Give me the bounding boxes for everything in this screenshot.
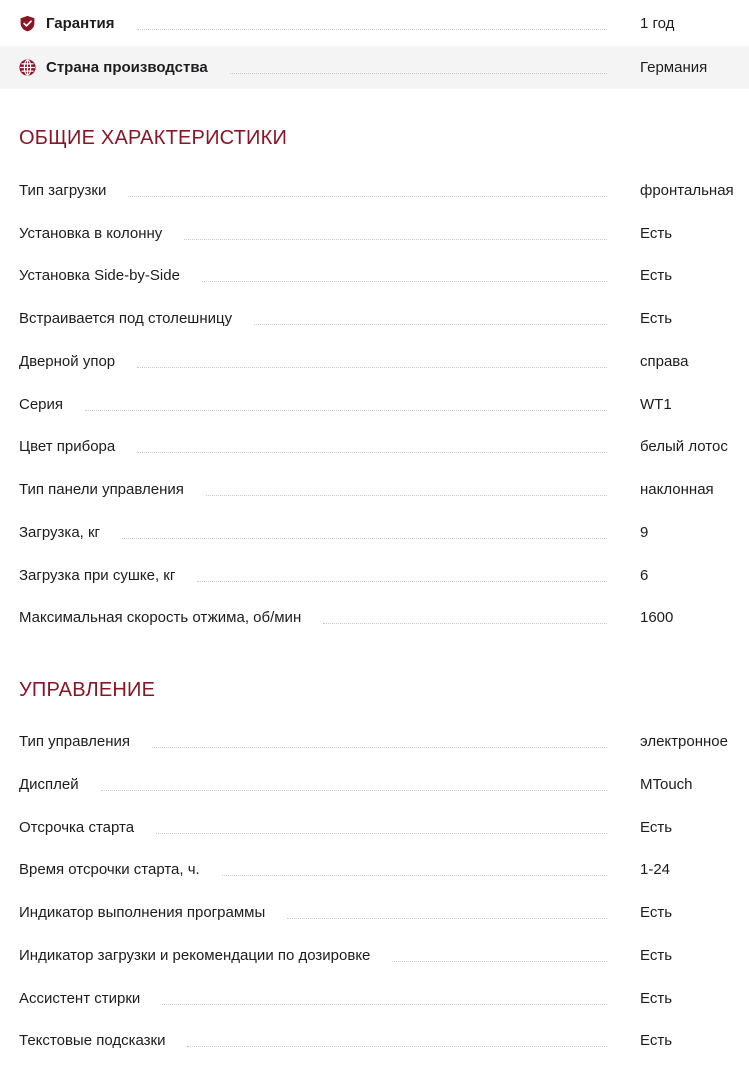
spec-row (0, 720, 749, 763)
spec-row (0, 934, 749, 977)
spec-value: Есть (640, 947, 673, 964)
spec-label: Установка Side-by-Side (19, 267, 180, 284)
spec-label: Отсрочка старта (19, 819, 135, 836)
spec-value: 6 (640, 567, 649, 584)
leader-dots (137, 367, 607, 368)
spec-label: Текстовые подсказки (19, 1032, 166, 1049)
spec-label: Установка в колонну (19, 225, 163, 242)
spec-row (0, 297, 749, 340)
spec-label: Максимальная скорость отжима, об/мин (19, 609, 302, 626)
spec-row-country (0, 46, 749, 89)
section-title-control: УПРАВЛЕНИЕ (19, 679, 156, 701)
spec-label: Загрузка, кг (19, 524, 101, 541)
spec-value: Есть (640, 225, 673, 242)
leader-dots (137, 29, 607, 30)
spec-value: 1600 (640, 609, 674, 626)
spec-row (0, 763, 749, 806)
spec-label: Тип загрузки (19, 182, 107, 199)
leader-dots (254, 324, 607, 325)
leader-dots (202, 281, 607, 282)
spec-value: электронное (640, 733, 728, 750)
leader-dots (184, 239, 607, 240)
spec-value: Есть (640, 904, 673, 921)
spec-row (0, 212, 749, 255)
spec-row (0, 511, 749, 554)
spec-value: 9 (640, 524, 649, 541)
leader-dots (392, 961, 607, 962)
leader-dots (323, 623, 607, 624)
spec-row (0, 254, 749, 297)
leader-dots (197, 581, 607, 582)
spec-value: фронтальная (640, 182, 734, 199)
spec-value: наклонная (640, 481, 714, 498)
leader-dots (137, 452, 607, 453)
spec-row (0, 977, 749, 1020)
spec-label: Встраивается под столешницу (19, 310, 233, 327)
leader-dots (156, 833, 607, 834)
spec-value: Есть (640, 990, 673, 1007)
leader-dots (128, 196, 607, 197)
spec-row (0, 169, 749, 212)
spec-row (0, 383, 749, 426)
spec-row (0, 806, 749, 849)
spec-label: Индикатор загрузки и рекомендации по дозировке (19, 947, 371, 964)
spec-label: Тип панели управления (19, 481, 184, 498)
spec-value: MTouch (640, 776, 693, 793)
shield-check-icon (19, 15, 36, 32)
spec-row (0, 1019, 749, 1062)
spec-label: Тип управления (19, 733, 130, 750)
spec-value: белый лотос (640, 438, 728, 455)
spec-value: Германия (640, 59, 708, 76)
spec-value: Есть (640, 267, 673, 284)
leader-dots (162, 1004, 607, 1005)
spec-row (0, 468, 749, 511)
section-title-general: ОБЩИЕ ХАРАКТЕРИСТИКИ (19, 127, 288, 149)
leader-dots (287, 918, 607, 919)
leader-dots (85, 410, 607, 411)
spec-label: Страна производства (46, 59, 208, 76)
spec-value: Есть (640, 819, 673, 836)
spec-label: Дисплей (19, 776, 79, 793)
spec-value: Есть (640, 310, 673, 327)
spec-label: Серия (19, 396, 64, 413)
leader-dots (152, 747, 607, 748)
leader-dots (206, 495, 607, 496)
spec-row (0, 425, 749, 468)
leader-dots (122, 538, 607, 539)
spec-value: 1-24 (640, 861, 671, 878)
spec-row (0, 891, 749, 934)
spec-row (0, 596, 749, 639)
spec-label: Гарантия (46, 15, 115, 32)
leader-dots (222, 875, 607, 876)
spec-label: Цвет прибора (19, 438, 116, 455)
spec-value: WT1 (640, 396, 672, 413)
spec-label: Загрузка при сушке, кг (19, 567, 176, 584)
spec-row (0, 848, 749, 891)
spec-value: Есть (640, 1032, 673, 1049)
spec-row-warranty (0, 2, 749, 45)
spec-label: Индикатор выполнения программы (19, 904, 266, 921)
spec-row (0, 340, 749, 383)
leader-dots (101, 790, 607, 791)
spec-label: Время отсрочки старта, ч. (19, 861, 200, 878)
spec-row (0, 554, 749, 597)
spec-value: справа (640, 353, 689, 370)
globe-icon (19, 59, 36, 76)
spec-value: 1 год (640, 15, 675, 32)
spec-label: Ассистент стирки (19, 990, 141, 1007)
leader-dots (187, 1046, 607, 1047)
leader-dots (230, 73, 607, 74)
spec-label: Дверной упор (19, 353, 116, 370)
